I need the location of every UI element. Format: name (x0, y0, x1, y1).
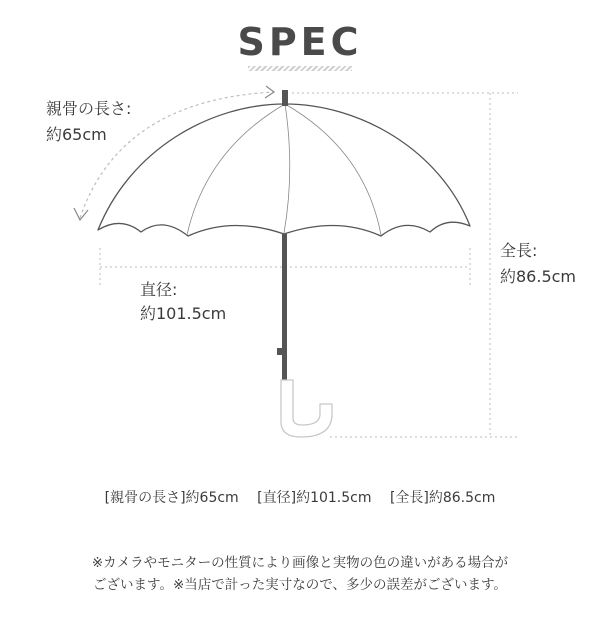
umbrella-tip (282, 90, 288, 106)
slide-button (277, 348, 283, 355)
spec-summary (0, 487, 600, 507)
total-length-label: 全長: (500, 241, 538, 260)
diameter-label: 直径: (140, 280, 178, 299)
diameter-value: 約101.5cm (140, 304, 227, 323)
rib-arrow-bottom (74, 208, 88, 220)
rib-length-label: 親骨の長さ: (46, 99, 132, 118)
summary-diameter: [直径]約101.5cm (257, 490, 372, 506)
summary-total: [全長]約86.5cm (389, 490, 496, 506)
rib-length-value: 約65cm (46, 125, 107, 144)
note-line-2: ございます。※当店で計った実寸なので、多少の誤差がございます。 (93, 577, 507, 593)
note-line-1: ※カメラやモニターの性質により画像と実物の色の違いがある場合が (91, 555, 509, 571)
spec-title: SPEC (237, 20, 363, 64)
total-length-value: 約86.5cm (500, 267, 577, 286)
disclaimer-note (0, 552, 600, 596)
umbrella-handle (281, 380, 332, 437)
summary-rib: [親骨の長さ]約65cm (104, 490, 239, 506)
umbrella-shaft (282, 234, 287, 380)
